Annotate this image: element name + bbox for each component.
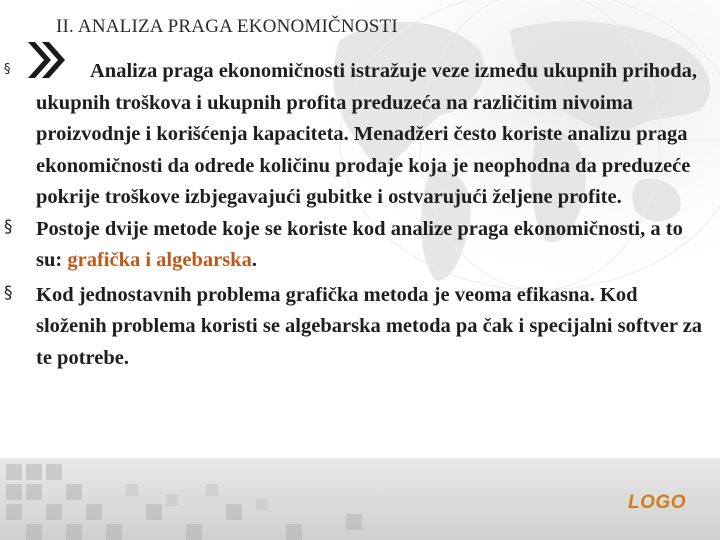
slide-content [0, 56, 720, 374]
highlighted-methods: grafička i algebarska [67, 249, 252, 271]
bullet-text-part: . [251, 249, 257, 271]
bullet-text: Analiza praga ekonomičnosti istražuje veze između ukupnih prihoda, ukupnih troškova i ukupnih profita preduzeća na različitim nivoima proizvodnje i korišćenja kapaciteta. Menadžeri često koriste analizu praga ekonomičnosti da odrede količinu prodaje koja je neophodna da preduzeće pokrije troškove izbjegavajući gubitke i ostvarujući željene profite. [36, 60, 698, 208]
bullet-marker: § [4, 62, 11, 77]
bullet-text [36, 214, 706, 277]
bullet-text: Kod jednostavnih problema grafička metoda je veoma efikasna. Kod složenih problema koristi se algebarska metoda pa čak i specijalni softver za te potrebe. [36, 283, 703, 369]
slide-title: II. ANALIZA PRAGA EKONOMIČNOSTI [56, 16, 398, 37]
bullet-item [0, 280, 720, 375]
bullet-item [0, 214, 720, 277]
bullet-marker: § [4, 216, 13, 237]
bullet-text-part: Postoje dvije metode koje se koriste kod analize praga ekonomičnosti, a to su: [36, 217, 683, 271]
logo-text: LOGO [628, 492, 686, 513]
bullet-item [0, 56, 720, 214]
footer-tile-pattern [0, 458, 720, 540]
bullet-marker: § [4, 282, 13, 303]
